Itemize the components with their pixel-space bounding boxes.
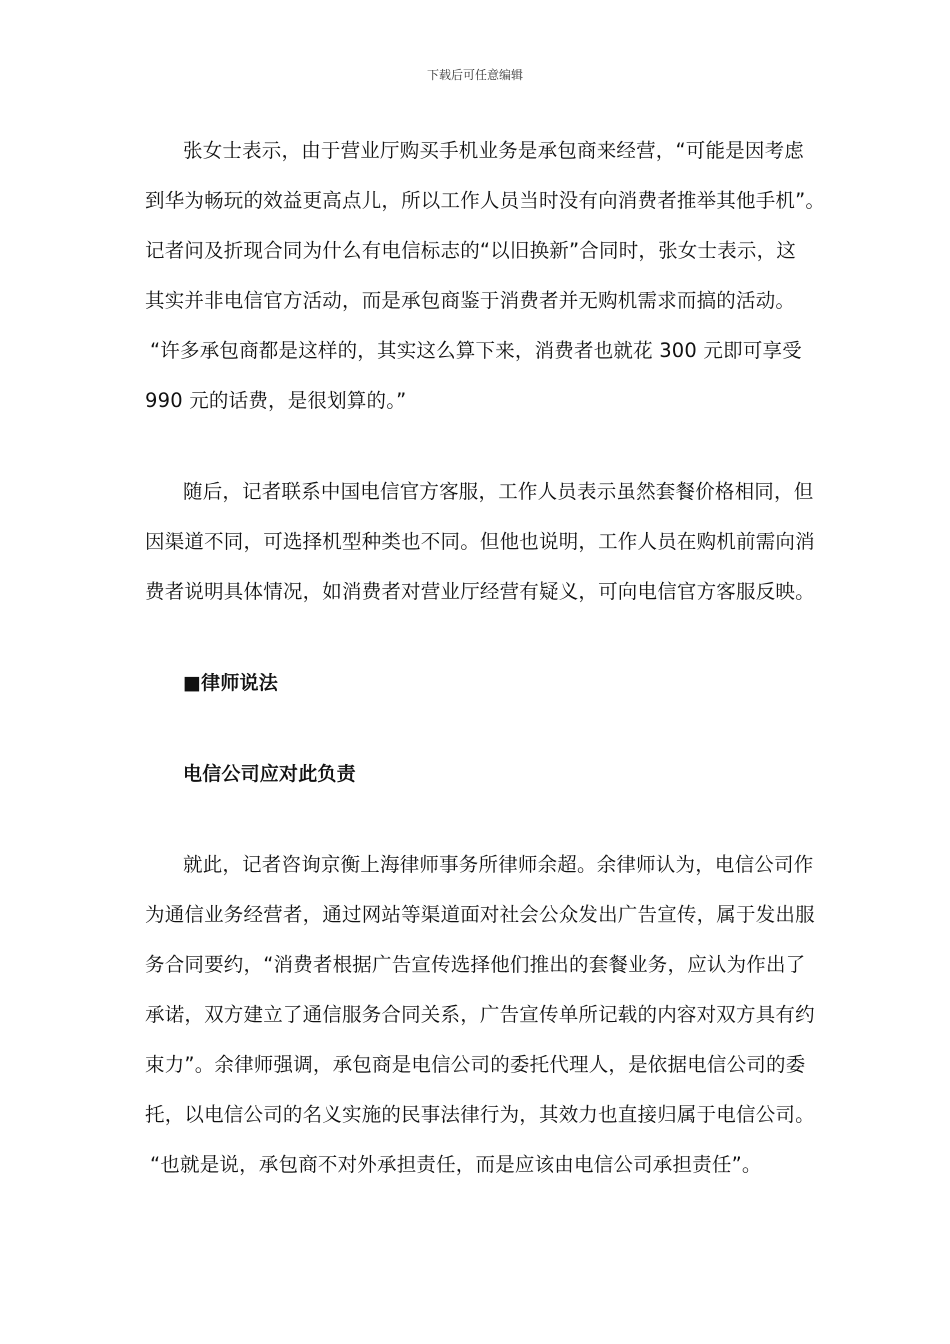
paragraph-1-line-6: 990 元的话费，是很划算的。”: [145, 389, 407, 412]
paragraph-3-line-7: “也就是说，承包商不对外承担责任，而是应该由电信公司承担责任”。: [150, 1153, 762, 1176]
paragraph-3-line-5: 束力”。余律师强调，承包商是电信公司的委托代理人，是依据电信公司的委: [145, 1053, 806, 1076]
paragraph-1-line-3: 记者问及折现合同为什么有电信标志的“以旧换新”合同时，张女士表示，这: [145, 239, 797, 262]
paragraph-1-line-5: “许多承包商都是这样的，其实这么算下来，消费者也就花 300 元即可享受: [150, 339, 802, 362]
paragraph-3-line-2: 为通信业务经营者，通过网站等渠道面对社会公众发出广告宣传，属于发出服: [145, 903, 815, 926]
section-heading: ■律师说法: [183, 672, 278, 694]
paragraph-3-line-1: 就此，记者咨询京衡上海律师事务所律师余超。余律师认为，电信公司作: [183, 853, 814, 876]
paragraph-1-line-2: 到华为畅玩的效益更高点儿，所以工作人员当时没有向消费者推举其他手机”。: [145, 189, 826, 212]
paragraph-3-line-6: 托，以电信公司的名义实施的民事法律行为，其效力也直接归属于电信公司。: [145, 1103, 815, 1126]
paragraph-1-line-1: 张女士表示，由于营业厅购买手机业务是承包商来经营，“可能是因考虑: [183, 139, 805, 162]
paragraph-2-line-3: 费者说明具体情况，如消费者对营业厅经营有疑义，可向电信官方客服反映。: [145, 580, 815, 603]
sub-heading: 电信公司应对此负责: [183, 763, 356, 785]
download-note: 下载后可任意编辑: [426, 68, 523, 82]
paragraph-1-line-4: 其实并非电信官方活动，而是承包商鉴于消费者并无购机需求而搞的活动。: [145, 289, 796, 312]
paragraph-3-line-4: 承诺，双方建立了通信服务合同关系，广告宣传单所记载的内容对双方具有约: [145, 1003, 815, 1026]
paragraph-2-line-1: 随后，记者联系中国电信官方客服，工作人员表示虽然套餐价格相同，但: [183, 480, 814, 503]
paragraph-2-line-2: 因渠道不同，可选择机型种类也不同。但他也说明，工作人员在购机前需向消: [145, 530, 815, 553]
paragraph-3-line-3: 务合同要约，“消费者根据广告宣传选择他们推出的套餐业务，应认为作出了: [145, 953, 806, 976]
